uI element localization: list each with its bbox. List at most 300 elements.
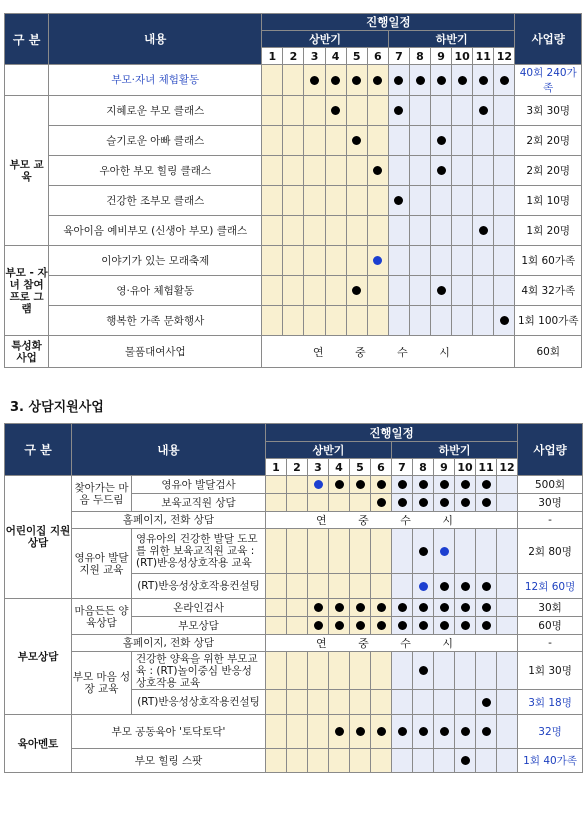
month-cell	[283, 96, 304, 126]
schedule-dot	[461, 582, 470, 591]
month-cell	[473, 156, 494, 186]
month-cell	[262, 156, 283, 186]
month-cell	[346, 96, 367, 126]
month-cell	[413, 652, 434, 690]
month-cell	[304, 156, 325, 186]
month-cell	[392, 690, 413, 715]
schedule-dot	[482, 621, 491, 630]
amount-cell: 4회 32가족	[515, 276, 582, 306]
month-header: 7	[392, 459, 413, 476]
month-cell	[308, 749, 329, 773]
month-cell	[308, 494, 329, 512]
header-gubun: 구 분	[5, 424, 72, 476]
month-cell	[388, 156, 409, 186]
month-cell	[431, 126, 452, 156]
category-parent-child: 부모 - 자녀 참여 프로 그램	[5, 246, 49, 336]
month-cell	[431, 65, 452, 96]
table-row	[5, 246, 582, 276]
month-cell	[409, 96, 430, 126]
schedule-dot	[461, 498, 470, 507]
schedule-dot	[377, 621, 386, 630]
month-cell	[409, 306, 430, 336]
month-cell	[476, 617, 497, 635]
month-cell	[476, 476, 497, 494]
month-cell	[455, 749, 476, 773]
sub-mind: 마음든든 양육상담	[72, 599, 132, 635]
month-cell	[308, 617, 329, 635]
table-row	[5, 635, 583, 652]
month-cell	[431, 96, 452, 126]
table-row	[5, 186, 582, 216]
schedule-dot	[377, 727, 386, 736]
month-cell	[455, 494, 476, 512]
month-cell	[409, 276, 430, 306]
month-cell	[392, 529, 413, 574]
month-cell	[431, 276, 452, 306]
program-name: 육아이음 예비부모 (신생아 부모) 클래스	[49, 216, 262, 246]
month-cell	[283, 156, 304, 186]
month-cell	[497, 494, 518, 512]
month-cell	[350, 617, 371, 635]
schedule-dot	[314, 603, 323, 612]
month-cell	[329, 715, 350, 749]
month-cell	[304, 276, 325, 306]
amount-cell: 1회 60가족	[515, 246, 582, 276]
program-name: 슬기로운 아빠 클래스	[49, 126, 262, 156]
program-name: 부모 공동육아 '토닥토닥'	[72, 715, 266, 749]
month-cell	[494, 246, 515, 276]
month-cell	[388, 246, 409, 276]
month-cell	[308, 652, 329, 690]
schedule-dot	[461, 621, 470, 630]
month-cell	[494, 186, 515, 216]
schedule-dot	[373, 76, 382, 85]
month-cell	[392, 494, 413, 512]
month-cell	[371, 617, 392, 635]
month-cell	[367, 96, 388, 126]
month-header: 3	[304, 48, 325, 65]
month-cell	[409, 246, 430, 276]
program-name: 온라인검사	[132, 599, 266, 617]
schedule-dot	[352, 286, 361, 295]
month-cell	[371, 574, 392, 599]
month-cell	[262, 186, 283, 216]
amount-cell: 3회 30명	[515, 96, 582, 126]
table-row	[5, 126, 582, 156]
schedule-dot	[482, 498, 491, 507]
schedule-dot	[482, 480, 491, 489]
schedule-dot	[352, 76, 361, 85]
month-cell	[308, 599, 329, 617]
month-cell	[346, 306, 367, 336]
schedule-dot	[482, 582, 491, 591]
header-first-half: 상반기	[266, 442, 392, 459]
month-cell	[304, 186, 325, 216]
amount-cell: 1회 100가족	[515, 306, 582, 336]
schedule-dot	[440, 498, 449, 507]
amount-cell: 1회 30명	[518, 652, 583, 690]
month-header: 6	[367, 48, 388, 65]
month-cell	[308, 574, 329, 599]
table-row	[5, 216, 582, 246]
schedule-dot	[398, 727, 407, 736]
month-cell	[497, 599, 518, 617]
amount-cell: -	[518, 512, 583, 529]
schedule-dot	[356, 727, 365, 736]
month-cell	[452, 216, 473, 246]
schedule-dot	[398, 621, 407, 630]
month-cell	[287, 529, 308, 574]
month-cell	[388, 186, 409, 216]
month-cell	[409, 156, 430, 186]
month-cell	[434, 599, 455, 617]
month-cell	[431, 246, 452, 276]
month-cell	[476, 690, 497, 715]
table-row	[5, 715, 583, 749]
schedule-dot	[416, 76, 425, 85]
month-cell	[367, 126, 388, 156]
month-cell	[388, 126, 409, 156]
month-cell	[455, 529, 476, 574]
month-cell	[287, 652, 308, 690]
month-cell	[304, 96, 325, 126]
month-cell	[455, 476, 476, 494]
month-cell	[283, 126, 304, 156]
month-cell	[497, 715, 518, 749]
month-cell	[413, 715, 434, 749]
month-header: 11	[473, 48, 494, 65]
table-row	[5, 599, 583, 617]
month-cell	[476, 529, 497, 574]
schedule-dot	[482, 698, 491, 707]
schedule-dot	[373, 256, 382, 265]
month-cell	[409, 186, 430, 216]
month-cell	[455, 715, 476, 749]
month-cell	[431, 186, 452, 216]
month-cell	[283, 246, 304, 276]
month-cell	[434, 749, 455, 773]
amount-cell: 32명	[518, 715, 583, 749]
schedule-dot	[419, 666, 428, 675]
month-cell	[388, 96, 409, 126]
schedule-dot	[314, 480, 323, 489]
schedule-dot	[419, 582, 428, 591]
schedule-dot	[461, 727, 470, 736]
month-cell	[494, 65, 515, 96]
schedule-dot	[479, 76, 488, 85]
schedule-dot	[458, 76, 467, 85]
schedule-dot	[394, 106, 403, 115]
program-name: 홈페이지, 전화 상담	[72, 635, 266, 652]
program-name: 부모·자녀 체험활동	[49, 65, 262, 96]
month-cell	[329, 599, 350, 617]
month-cell	[494, 276, 515, 306]
month-cell	[476, 652, 497, 690]
schedule-dot	[352, 136, 361, 145]
month-cell	[452, 246, 473, 276]
month-cell	[325, 126, 346, 156]
month-cell	[434, 494, 455, 512]
month-cell	[367, 65, 388, 96]
month-cell	[494, 126, 515, 156]
month-cell	[409, 65, 430, 96]
program-name: 영·유아 체험활동	[49, 276, 262, 306]
table-row	[5, 512, 583, 529]
header-content: 내용	[72, 424, 266, 476]
month-cell	[388, 65, 409, 96]
schedule-dot	[440, 621, 449, 630]
schedule-dot	[419, 621, 428, 630]
month-header: 5	[346, 48, 367, 65]
month-cell	[473, 246, 494, 276]
amount-cell: 1회 20명	[515, 216, 582, 246]
month-cell	[325, 156, 346, 186]
month-cell	[266, 617, 287, 635]
month-cell	[329, 574, 350, 599]
month-header: 4	[329, 459, 350, 476]
month-cell	[350, 749, 371, 773]
month-cell	[266, 476, 287, 494]
month-cell	[473, 276, 494, 306]
month-cell	[266, 652, 287, 690]
month-cell	[473, 65, 494, 96]
amount-cell: 500회	[518, 476, 583, 494]
month-cell	[392, 599, 413, 617]
schedule-dot	[461, 603, 470, 612]
schedule-dot	[440, 727, 449, 736]
month-cell	[350, 690, 371, 715]
amount-cell: 1회 40가족	[518, 749, 583, 773]
month-cell	[325, 216, 346, 246]
program-name: 홈페이지, 전화 상담	[72, 512, 266, 529]
schedule-dot	[356, 603, 365, 612]
month-cell	[392, 617, 413, 635]
month-cell	[329, 690, 350, 715]
month-cell	[346, 216, 367, 246]
month-cell	[262, 276, 283, 306]
amount-cell: -	[518, 635, 583, 652]
month-cell	[329, 476, 350, 494]
month-cell	[367, 186, 388, 216]
month-cell	[413, 494, 434, 512]
month-cell	[266, 529, 287, 574]
month-cell	[371, 599, 392, 617]
month-header: 10	[452, 48, 473, 65]
sub-growth: 부모 마음 성장 교육	[72, 652, 132, 715]
month-cell	[452, 96, 473, 126]
month-header: 6	[371, 459, 392, 476]
header-amount: 사업량	[515, 14, 582, 65]
month-cell	[476, 715, 497, 749]
month-cell	[287, 599, 308, 617]
month-cell	[367, 306, 388, 336]
month-cell	[329, 529, 350, 574]
amount-cell: 1회 10명	[515, 186, 582, 216]
schedule-dot	[356, 621, 365, 630]
schedule-dot	[500, 76, 509, 85]
month-header: 1	[262, 48, 283, 65]
month-cell	[329, 617, 350, 635]
schedule-dot	[500, 316, 509, 325]
schedule-dot	[419, 547, 428, 556]
amount-cell: 30회	[518, 599, 583, 617]
month-cell	[266, 599, 287, 617]
month-cell	[392, 476, 413, 494]
month-cell	[473, 216, 494, 246]
schedule-dot	[331, 106, 340, 115]
schedule-dot	[440, 547, 449, 556]
amount-cell: 2회 20명	[515, 126, 582, 156]
amount-cell: 2회 80명	[518, 529, 583, 574]
month-cell	[413, 599, 434, 617]
table-row	[5, 749, 583, 773]
month-cell	[287, 617, 308, 635]
month-cell	[473, 186, 494, 216]
schedule-dot	[398, 603, 407, 612]
schedule-dot	[437, 286, 446, 295]
header-schedule: 진행일정	[266, 424, 518, 442]
schedule-dot	[335, 480, 344, 489]
month-cell	[350, 652, 371, 690]
month-cell	[350, 476, 371, 494]
month-cell	[262, 216, 283, 246]
month-header: 7	[388, 48, 409, 65]
table-row	[5, 652, 583, 690]
month-cell	[392, 715, 413, 749]
month-cell	[308, 690, 329, 715]
month-cell	[266, 690, 287, 715]
schedule-dot	[440, 582, 449, 591]
category-daycare-counseling: 어린이집 지원상담	[5, 476, 72, 599]
month-cell	[325, 246, 346, 276]
year-round-cell: 연 중 수 시	[262, 336, 515, 368]
table-row	[5, 96, 582, 126]
schedule-dot	[419, 727, 428, 736]
year-round-cell: 연 중 수 시	[266, 512, 518, 529]
month-cell	[346, 156, 367, 186]
month-cell	[476, 494, 497, 512]
program-name: 건강한 조부모 클래스	[49, 186, 262, 216]
schedule-dot	[479, 226, 488, 235]
schedule-dot	[437, 136, 446, 145]
month-cell	[434, 715, 455, 749]
month-header: 8	[409, 48, 430, 65]
month-cell	[434, 574, 455, 599]
header-second-half: 하반기	[392, 442, 518, 459]
month-cell	[431, 216, 452, 246]
program-name: 건강한 양육을 위한 부모교육 : (RT)놀이중심 반응성 상호작용 교육	[132, 652, 266, 690]
schedule-table-family-programs	[4, 13, 582, 368]
month-cell	[262, 126, 283, 156]
header-second-half: 하반기	[388, 31, 515, 48]
amount-cell: 3회 18명	[518, 690, 583, 715]
schedule-dot	[461, 756, 470, 765]
schedule-dot	[437, 166, 446, 175]
amount-cell: 30명	[518, 494, 583, 512]
program-name: (RT)반응성상호작용컨설팅	[132, 690, 266, 715]
amount-cell: 2회 20명	[515, 156, 582, 186]
schedule-dot	[373, 166, 382, 175]
month-cell	[304, 126, 325, 156]
schedule-dot	[482, 603, 491, 612]
month-cell	[325, 186, 346, 216]
program-name: 보육교직원 상담	[132, 494, 266, 512]
month-cell	[371, 529, 392, 574]
header-gubun: 구 분	[5, 14, 49, 65]
schedule-dot	[377, 603, 386, 612]
month-cell	[452, 65, 473, 96]
header-schedule: 진행일정	[262, 14, 515, 31]
month-cell	[434, 617, 455, 635]
month-cell	[325, 96, 346, 126]
month-cell	[304, 216, 325, 246]
month-cell	[497, 652, 518, 690]
month-cell	[350, 715, 371, 749]
month-cell	[308, 529, 329, 574]
month-cell	[494, 156, 515, 186]
month-cell	[346, 186, 367, 216]
month-header: 12	[494, 48, 515, 65]
schedule-dot	[437, 76, 446, 85]
schedule-table-counseling	[4, 423, 583, 773]
month-cell	[413, 617, 434, 635]
schedule-dot	[394, 196, 403, 205]
table-row	[5, 476, 583, 494]
month-cell	[497, 690, 518, 715]
month-cell	[455, 617, 476, 635]
schedule-dot	[440, 603, 449, 612]
month-cell	[494, 216, 515, 246]
month-cell	[283, 276, 304, 306]
month-header: 2	[287, 459, 308, 476]
schedule-dot	[335, 621, 344, 630]
month-cell	[329, 494, 350, 512]
schedule-dot	[335, 727, 344, 736]
schedule-dot	[419, 480, 428, 489]
month-cell	[392, 652, 413, 690]
month-cell	[325, 65, 346, 96]
month-cell	[308, 715, 329, 749]
month-cell	[371, 652, 392, 690]
month-cell	[388, 216, 409, 246]
month-cell	[452, 306, 473, 336]
month-header: 9	[434, 459, 455, 476]
month-cell	[497, 574, 518, 599]
month-header: 3	[308, 459, 329, 476]
section-title: 3. 상담지원사업	[10, 400, 104, 415]
program-name: 우아한 부모 힐링 클래스	[49, 156, 262, 186]
sub-infant-dev: 영유아 발달 지원 교육	[72, 529, 132, 599]
month-cell	[452, 126, 473, 156]
month-cell	[497, 476, 518, 494]
month-header: 4	[325, 48, 346, 65]
month-cell	[431, 156, 452, 186]
month-header: 8	[413, 459, 434, 476]
month-cell	[371, 494, 392, 512]
table-row	[5, 306, 582, 336]
month-cell	[413, 574, 434, 599]
program-name: 영유아 발달검사	[132, 476, 266, 494]
month-cell	[266, 749, 287, 773]
month-cell	[409, 126, 430, 156]
category-mentor: 육아멘토	[5, 715, 72, 773]
month-cell	[262, 246, 283, 276]
month-cell	[388, 306, 409, 336]
month-cell	[434, 529, 455, 574]
month-header: 10	[455, 459, 476, 476]
month-cell	[262, 96, 283, 126]
month-header: 11	[476, 459, 497, 476]
